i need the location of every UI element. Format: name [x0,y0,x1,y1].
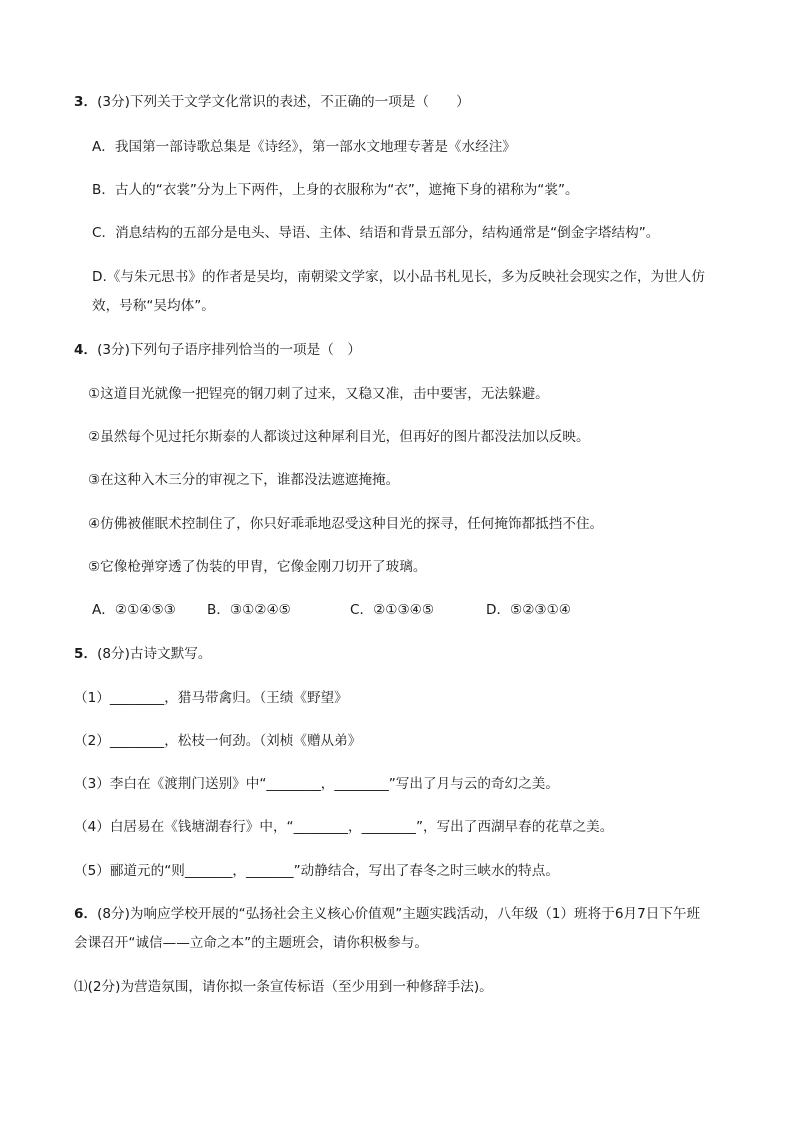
q6-stem-cont: 会课召开“诚信——立命之本”的主题班会，请你积极参与。 [74,935,428,951]
question-number: 5． [74,646,98,662]
q4-sentence-3: ③在这种入木三分的审视之下，谁都没法遮遮掩掩。 [88,472,400,488]
q4-option-a: A．②①④⑤③ [92,602,176,618]
q6-sub-question-1: ⑴(2分)为营造氛围，请你拟一条宣传标语（至少用到一种修辞手法)。 [74,979,493,995]
question-number: 3． [74,94,98,110]
q5-item-3: （3）李白在《渡荆门送别》中“________，________”写出了月与云的奇幻之美。 [74,776,559,792]
q3-option-a: A．我国第一部诗歌总集是《诗经》，第一部水文地理专著是《水经注》 [92,139,516,155]
q3-stem [74,92,470,112]
q4-options [92,600,571,620]
q3-option-b: B．古人的“衣裳”分为上下两件，上身的衣服称为“衣”，遮掩下身的裙称为“裳”。 [92,182,579,198]
q3-option-d-cont: 效，号称“吴均体”。 [92,298,215,314]
q4-sentence-5: ⑤它像枪弹穿透了伪装的甲胄，它像金刚刀切开了玻璃。 [88,559,427,575]
question-stem-text: (8分)古诗文默写。 [97,646,212,662]
question-stem-text: (8分)为响应学校开展的“弘扬社会主义核心价值观”主题实践活动，八年级（1）班将于6月7日下午班 [97,906,701,922]
q4-option-b: B．③①②④⑤ [207,602,291,618]
q5-item-2: （2）________，松枝一何劲。（刘桢《赠从弟》 [74,733,362,749]
question-stem-text: (3分)下列关于文学文化常识的表述，不正确的一项是（ ） [97,94,470,110]
q5-item-4: （4）白居易在《钱塘湖春行》中，“________，________”，写出了西湖早春的花草之美。 [74,819,614,835]
question-stem-text: (3分)下列句子语序排列恰当的一项是（ ） [97,342,362,358]
q4-sentence-2: ②虽然每个见过托尔斯泰的人都谈过这种犀利目光，但再好的图片都没法加以反映。 [88,429,590,445]
q4-option-c: C．②①③④⑤ [350,602,435,618]
q6-stem [74,904,700,924]
question-number: 6． [74,906,98,922]
q3-option-d: D.《与朱元思书》的作者是吴均，南朝梁文学家，以小品书札见长，多为反映社会现实之作，为世人仿 [92,269,705,285]
q5-item-1: （1）________，猎马带禽归。（王绩《野望》 [74,690,348,706]
q5-stem [74,644,211,664]
q4-sentence-1: ①这道目光就像一把锃亮的钢刀刺了过来，又稳又准，击中要害，无法躲避。 [88,386,549,402]
q4-option-d: D．⑤②③①④ [486,602,571,618]
q4-sentence-4: ④仿佛被催眠术控制住了，你只好乖乖地忍受这种目光的探寻，任何掩饰都抵挡不住。 [88,516,604,532]
q5-item-5: （5）郦道元的“则_______，_______”动静结合，写出了春冬之时三峡水的特点。 [74,863,559,879]
q4-stem [74,340,361,360]
question-number: 4． [74,342,98,358]
q3-option-c: C．消息结构的五部分是电头、导语、主体、结语和背景五部分，结构通常是“倒金字塔结构”。 [92,225,660,241]
